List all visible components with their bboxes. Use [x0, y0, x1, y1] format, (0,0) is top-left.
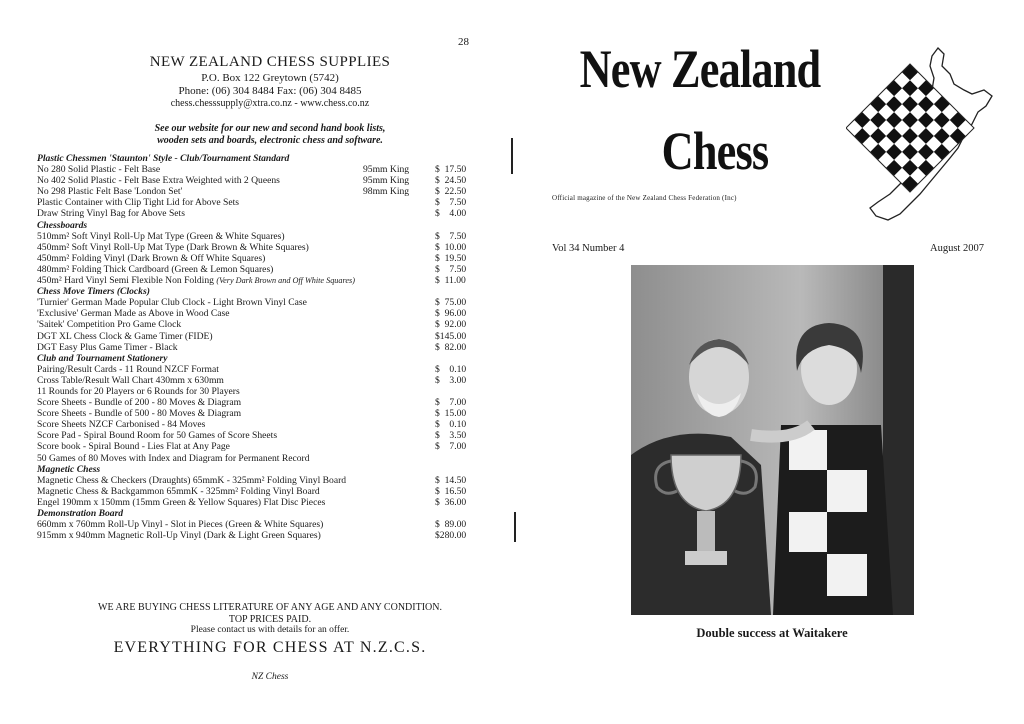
price-row [37, 375, 477, 386]
supplier-header [40, 54, 500, 109]
section-heading [37, 153, 477, 164]
item-description-text: Score Sheets NZCF Carbonised - 84 Moves [37, 419, 206, 431]
item-description [37, 453, 310, 464]
item-description [37, 530, 321, 541]
price-row [37, 530, 477, 541]
item-description-text: 480mm² Folding Thick Cardboard (Green & Lemon Squares) [37, 263, 274, 275]
item-size: 95mm King [363, 164, 410, 176]
item-description-text: 450m² Hard Vinyl Semi Flexible Non Folding [37, 275, 214, 287]
section-heading [37, 220, 477, 231]
everything-slogan: EVERYTHING FOR CHESS AT N.Z.C.S. [113, 638, 427, 656]
item-description-text: 'Exclusive' German Made as Above in Wood Case [37, 308, 230, 320]
item-description [37, 508, 123, 519]
price-row [37, 275, 477, 286]
price-row [37, 519, 477, 530]
item-price: $ 92.00 [435, 319, 467, 331]
item-price: $280.00 [435, 530, 467, 542]
item-description [37, 208, 185, 219]
item-description [37, 397, 241, 408]
price-row [37, 419, 477, 430]
item-description-text: Magnetic Chess & Backgammon 65mmK - 325mm² Folding Vinyl Board [37, 485, 320, 497]
item-price: $ 14.50 [435, 474, 467, 486]
price-list [37, 153, 477, 541]
price-row [37, 408, 477, 419]
item-description [37, 153, 289, 164]
volume-number: Vol 34 Number 4 [552, 243, 625, 254]
website-note-line: wooden sets and boards, electronic chess and software. [157, 134, 383, 146]
photo-caption: Double success at Waitakere [696, 626, 848, 640]
magazine-subtitle: Official magazine of the New Zealand Chess Federation (Inc) [552, 194, 737, 202]
section-heading [37, 508, 477, 519]
item-description-text: Demonstration Board [37, 508, 124, 519]
price-row [37, 475, 477, 486]
buying-line: Please contact us with details for an offer. [190, 625, 350, 635]
item-description [37, 264, 273, 275]
item-description [37, 275, 355, 286]
price-row [37, 364, 477, 375]
item-description-text: Chessboards [37, 219, 88, 231]
item-description-text: 450mm² Soft Vinyl Roll-Up Mat Type (Dark Brown & White Squares) [37, 241, 309, 253]
price-row [37, 430, 477, 441]
price-row [37, 197, 477, 208]
page-number: 28 [458, 36, 469, 48]
item-description-text: Magnetic Chess [37, 463, 101, 475]
item-description [37, 364, 219, 375]
price-row [37, 186, 477, 197]
item-price: $ 15.00 [435, 408, 467, 420]
item-description [37, 297, 307, 308]
item-price: $ 7.50 [435, 230, 467, 242]
item-description [37, 286, 150, 297]
item-description-text: Cross Table/Result Wall Chart 430mm x 630mm [37, 374, 224, 386]
item-description-text: No 298 Plastic Felt Base 'London Set' [37, 186, 183, 198]
item-description-text: Engel 190mm x 150mm (15mm Green & Yellow Squares) Flat Disc Pieces [37, 496, 326, 508]
item-description [37, 242, 309, 253]
item-description-text: Magnetic Chess & Checkers (Draughts) 65mmK - 325mm² Folding Vinyl Board [37, 474, 347, 486]
item-price: $ 11.00 [435, 275, 466, 287]
item-price: $ 3.50 [435, 430, 467, 442]
price-row [37, 386, 477, 397]
price-row [37, 342, 477, 353]
price-row [37, 164, 477, 175]
buying-notice [40, 602, 500, 657]
item-description-text: Draw String Vinyl Bag for Above Sets [37, 208, 185, 220]
price-row [37, 319, 477, 330]
item-description [37, 186, 182, 197]
item-price: $ 7.50 [435, 263, 467, 275]
section-heading [37, 286, 477, 297]
item-description [37, 197, 239, 208]
item-description-text: 'Turnier' German Made Popular Club Clock - Light Brown Vinyl Case [37, 297, 307, 309]
price-row [37, 253, 477, 264]
price-row [37, 242, 477, 253]
buying-line: TOP PRICES PAID. [228, 613, 312, 625]
item-price: $ 10.00 [435, 241, 467, 253]
item-description-text: Plastic Container with Clip Tight Lid for Above Sets [37, 197, 240, 209]
item-description [37, 220, 87, 231]
item-description [37, 331, 213, 342]
buying-line: WE ARE BUYING CHESS LITERATURE OF ANY AGE AND ANY CONDITION. [98, 602, 442, 613]
item-price: $ 22.50 [435, 186, 467, 198]
item-description [37, 430, 277, 441]
item-description-text: 11 Rounds for 20 Players or 6 Rounds for 30 Players [37, 385, 240, 397]
website-note [90, 123, 450, 146]
item-description-text: Score book - Spiral Bound - Lies Flat at Any Page [37, 441, 230, 453]
item-description [37, 464, 100, 475]
item-description [37, 342, 178, 353]
price-row [37, 297, 477, 308]
item-description [37, 486, 320, 497]
item-price: $ 75.00 [435, 297, 467, 309]
item-price: $ 24.50 [435, 175, 467, 187]
item-description [37, 375, 224, 386]
item-price: $ 16.50 [435, 485, 467, 497]
item-price: $ 89.00 [435, 519, 467, 531]
price-row [37, 264, 477, 275]
item-description-text: Plastic Chessmen 'Staunton' Style - Club/Tournament Standard [37, 153, 290, 164]
issue-date: August 2007 [930, 243, 984, 254]
item-description-text: 450mm² Folding Vinyl (Dark Brown & Off White Squares) [37, 252, 266, 264]
item-description-text: 510mm² Soft Vinyl Roll-Up Mat Type (Green & White Squares) [37, 230, 285, 242]
supplier-contact: chess.chesssupply@xtra.co.nz - www.chess.co.nz [170, 97, 370, 109]
price-row [37, 308, 477, 319]
item-price: $ 17.50 [435, 164, 467, 176]
item-price: $ 36.00 [435, 496, 467, 508]
item-price: $ 0.10 [435, 419, 467, 431]
title-line: Chess [661, 121, 769, 181]
item-description [37, 475, 346, 486]
item-description-text: Club and Tournament Stationery [37, 352, 168, 364]
item-price: $ 82.00 [435, 341, 467, 353]
item-description-text: Score Pad - Spiral Bound Room for 50 Games of Score Sheets [37, 430, 278, 442]
item-price: $ 4.00 [435, 208, 467, 220]
item-price: $ 7.00 [435, 397, 467, 409]
item-description [37, 408, 241, 419]
item-price: $ 96.00 [435, 308, 467, 320]
supplier-phone: Phone: (06) 304 8484 Fax: (06) 304 8485 [178, 84, 362, 97]
item-description-text: DGT XL Chess Clock & Game Timer (FIDE) [37, 330, 213, 342]
price-row [37, 497, 477, 508]
section-heading [37, 464, 477, 475]
price-row [37, 331, 477, 342]
item-description-text: Score Sheets - Bundle of 200 - 80 Moves & Diagram [37, 397, 242, 409]
item-description [37, 175, 280, 186]
magazine-title [550, 39, 850, 181]
price-row [37, 441, 477, 452]
price-row [37, 486, 477, 497]
item-description-text: Chess Move Timers (Clocks) [37, 286, 150, 298]
item-description-text: No 402 Solid Plastic - Felt Base Extra Weighted with 2 Queens [37, 175, 280, 187]
nz-map-chessboard-icon [846, 44, 996, 224]
item-price: $ 0.10 [435, 363, 467, 375]
item-price: $ 7.50 [435, 197, 467, 209]
website-note-line: See our website for our new and second hand book lists, [154, 123, 386, 134]
price-row [37, 453, 477, 464]
item-description-text: 660mm x 760mm Roll-Up Vinyl - Slot in Pieces (Green & White Squares) [37, 519, 324, 531]
price-row [37, 231, 477, 242]
item-description-text: DGT Easy Plus Game Timer - Black [37, 341, 178, 353]
item-description [37, 319, 181, 330]
cover-photo [631, 265, 914, 615]
front-cover-page [512, 0, 1024, 724]
price-row [37, 208, 477, 219]
page-footer: NZ Chess [251, 672, 289, 682]
supplier-address: P.O. Box 122 Greytown (5742) [201, 71, 339, 84]
item-description-text: Score Sheets - Bundle of 500 - 80 Moves & Diagram [37, 408, 242, 420]
item-description-text: 'Saitek' Competition Pro Game Clock [37, 319, 182, 331]
item-description [37, 164, 160, 175]
item-size: 95mm King [363, 175, 410, 187]
item-description-note: (Very Dark Brown and Off White Squares) [216, 276, 355, 286]
item-description-text: No 280 Solid Plastic - Felt Base [37, 164, 161, 176]
item-price: $ 3.00 [435, 374, 467, 386]
item-price: $145.00 [435, 330, 467, 342]
item-description [37, 231, 285, 242]
item-description-text: 915mm x 940mm Magnetic Roll-Up Vinyl (Dark & Light Green Squares) [37, 530, 321, 542]
supplier-name: NEW ZEALAND CHESS SUPPLIES [149, 54, 391, 70]
item-description [37, 441, 230, 452]
item-description [37, 353, 168, 364]
title-line: New Zealand [579, 39, 821, 99]
item-description [37, 497, 325, 508]
price-row [37, 175, 477, 186]
item-description [37, 519, 323, 530]
item-description [37, 386, 240, 397]
price-row [37, 397, 477, 408]
item-price: $ 19.50 [435, 252, 467, 264]
item-description-text: Pairing/Result Cards - 11 Round NZCF Format [37, 363, 219, 375]
item-description [37, 253, 265, 264]
item-description-text: 50 Games of 80 Moves with Index and Diagram for Permanent Record [37, 452, 310, 464]
item-description [37, 308, 229, 319]
item-price: $ 7.00 [435, 441, 467, 453]
item-description [37, 419, 205, 430]
section-heading [37, 353, 477, 364]
item-size: 98mm King [363, 186, 410, 198]
